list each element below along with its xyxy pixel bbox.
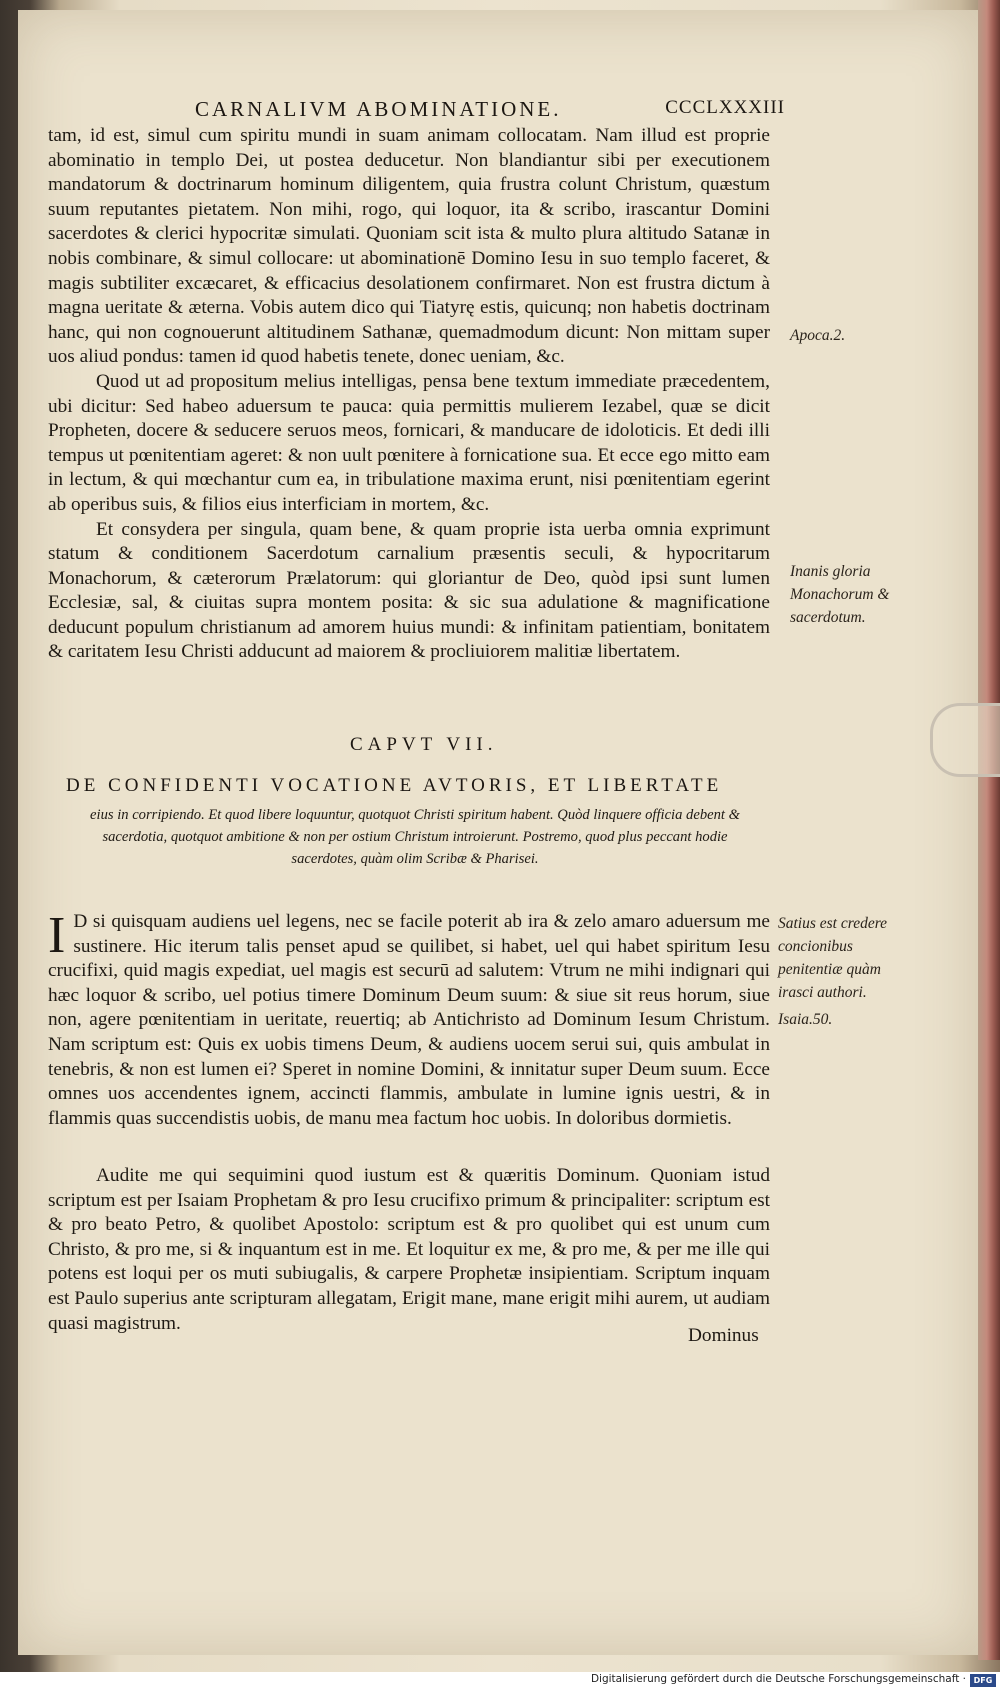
text-block-middle — [48, 907, 770, 1131]
chapter-heading: CAPVT VII. — [350, 734, 498, 755]
folio-number: CCCLXXXIII — [665, 97, 785, 118]
running-head — [195, 97, 785, 125]
paragraph: D si quisquam audiens uel legens, nec se facile poterit ab ira & zelo amaro aduersum me sustinere. Hic iterum talis penset apud se quilibet, si habet, uel qui habet spiritum Iesu crucifixi, quid magis expediat, uel magis est securū ad salutem: Vtrum ne mihi indignari qui hæc loquor & scribo, uel potius timere Dominum Deum suum: & siue sit reus horum, siue non, agere pœnitentiam in ueritate, reuertiq; ab Antichristo ad Dominum Iesum Christum. Nam scriptum est: Quis ex uobis timens Deum, & audiens uocem serui sui, quis ambulat in tenebris, & non est lumen ei? Speret in nomine Domini, & innitatur super Deum suum. Ecce omnes uos accendentes ignem, accincti flammis, ambulate in lumine ignis uestri, & in flammis quas succendistis uobis, de manu mea factum hoc uobis. In doloribus dormietis. — [48, 911, 770, 1129]
margin-note-apoc: Apoca.2. — [790, 327, 846, 344]
page-clip — [930, 703, 1000, 777]
text-block-top — [48, 124, 770, 665]
footer-credit: Digitalisierung gefördert durch die Deutsche Forschungsgemeinschaft · — [590, 1673, 966, 1685]
catchword: Dominus — [688, 1325, 759, 1346]
paragraph: tam, id est, simul cum spiritu mundi in suam animam collocatam. Nam illud est proprie abominatio in templo Dei, ut postea deducetur. Non blandiantur sibi per executionem mandatorum & doctrinarum hominum diligentem, quia frustra colunt Christum, quæstum suum reputantes pietatem. Non mihi, rogo, qui loquor, ita & scribo, irascantur Domini sacerdotes & clerici hypocritæ simulati. Quoniam scit ista & multo plura altitudo Satanæ in nobis combinare, & simul collocare: ut abominationē Domino Iesu in suo templo faceret, & magis subtiliter excæcaret, & efficacius desolationem confirmaret. Non est frustra dictum à magna ueritate & æterna. Vobis autem dico qui Tiatyrę estis, quicunq; non habetis doctrinam hanc, qui non cognouerunt altitudinem Sathanæ, quemadmodum dicunt: Non mittam super uos aliud pondus: tamen id quod habetis tenete, donec ueniam, &c. — [48, 125, 770, 368]
paragraph: Et consydera per singula, quam bene, & quam proprie ista uerba omnia exprimunt statum & conditionem Sacerdotum carnalium præsentis seculi, & hypocritarum Monachorum, & cæterorum Prælatorum: qui gloriantur de Deo, quòd ipsi sunt lumen Ecclesiæ, sal, & ciuitas supra montem posita: & sic sua adulatione & magnificatione deducunt populum christianum ad amorem huius mundi: & infinitam patientiam, bonitatem & caritatem Iesu Christi adducunt ad maiorem & procliuiorem malitiæ libertatem. — [48, 518, 770, 663]
running-head-title: CARNALIVM ABOMINATIONE. — [195, 97, 562, 121]
drop-capital: I — [48, 907, 66, 964]
footer-bar — [0, 1672, 1000, 1690]
text-block-bottom: Audite me qui sequimini quod iustum est & quæritis Dominum. Quoniam istud scriptum est per Isaiam Prophetam & pro Iesu crucifixo primum & principaliter: scriptum est & pro beato Petro, & quolibet Apostolo: scriptum est & pro quolibet qui est unum cum Christo, & pro me, si & inquantum est in me. Et loquitur ex me, & pro me, & per me ille qui potens est loqui per os muti subiugalis, & carpere Prophetæ insipientiam. Scriptum inquam est Paulo superius ante scripturam allegatam, Erigit mane, mane erigit mihi aurem, ut audiam quasi magistrum. — [48, 1165, 770, 1334]
margin-note-satius: Satius est credere concionibus penitentiæ quàm irasci authori. — [778, 915, 888, 1001]
paragraph: Quod ut ad propositum melius intelligas, pensa bene textum immediate præcedentem, ubi dicitur: Sed habeo aduersum te pauca: quia permittis mulierem Iezabel, quæ se dicit Propheten, docere & seducere seruos meos, fornicari, & manducare de idoloticis. Et dedi illi tempus ut pœnitentiam ageret: & non uult pœnitere à fornicatione sua. Et ecce ego mitto eam in lectum, & qui mœchantur cum ea, in tribulatione maxima erunt, nisi pœnitentiam egerint ab operibus suis, & filios eius interficiam in mortem, &c. — [48, 370, 770, 515]
dfg-logo: DFG — [970, 1674, 996, 1687]
margin-note-isaia: Isaia.50. — [778, 1011, 833, 1028]
margin-note-inanis: Inanis gloria Monachorum & sacerdotum. — [790, 563, 890, 626]
chapter-summary: eius in corripiendo. Et quod libere loquuntur, quotquot Christi spiritum habent. Quòd linquere officia debent & sacerdotia, quotquot ambitione & non per ostium Christum introierunt. Postremo, quod plus peccant hodie sacerdotes, quàm olim Scribæ & Pharisei. — [90, 807, 740, 867]
page-edge — [978, 0, 1000, 1660]
chapter-title: DE CONFIDENTI VOCATIONE AVTORIS, ET LIBERTATE — [66, 775, 723, 796]
